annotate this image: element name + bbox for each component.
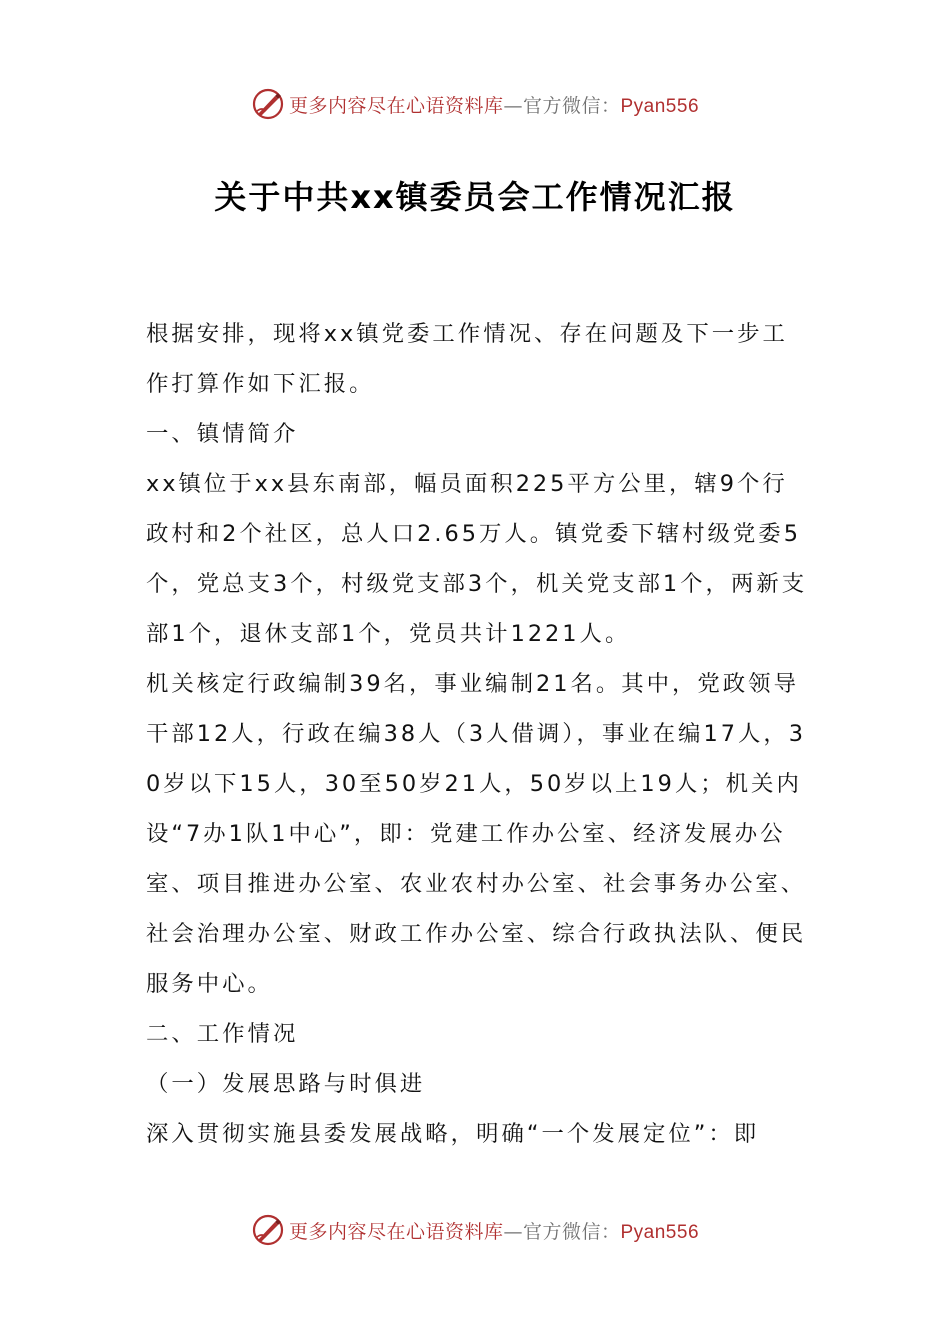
watermark-separator: —	[503, 94, 523, 117]
pen-logo-icon	[251, 87, 285, 121]
paragraph-overview: xx镇位于xx县东南部，幅员面积225平方公里，辖9个行政村和2个社区，总人口2.65万人。镇党委下辖村级党委5个，党总支3个，村级党支部3个，机关党支部1个，两新支部1个，退休支部1个，党员共计1221人。	[146, 471, 808, 647]
watermark-wechat-id: Pyan556	[620, 95, 700, 117]
footer-watermark	[0, 1212, 950, 1248]
watermark-brand: 更多内容尽在心语资料库	[288, 94, 504, 117]
document-body	[146, 309, 808, 1159]
paragraph-intro: 根据安排，现将xx镇党委工作情况、存在问题及下一步工作打算作如下汇报。	[146, 321, 788, 397]
watermark-label: 官方微信：	[522, 94, 621, 117]
subsection-heading-strategy: （一）发展思路与时俱进	[146, 1071, 426, 1097]
header-watermark	[0, 86, 950, 122]
watermark-wechat-id: Pyan556	[620, 1221, 700, 1243]
paragraph-staffing: 机关核定行政编制39名，事业编制21名。其中，党政领导干部12人，行政在编38人（3人借调），事业在编17人，30岁以下15人，30至50岁21人，50岁以上19人；机关内设“7办1队1中心”，即：党建工作办公室、经济发展办公室、项目推进办公室、农业农村办公室、社会事务办公室、社会治理办公室、财政工作办公室、综合行政执法队、便民服务中心。	[146, 671, 807, 997]
pen-logo-icon	[251, 1213, 285, 1247]
paragraph-strategy: 深入贯彻实施县委发展战略，明确“一个发展定位”：即	[146, 1121, 760, 1147]
watermark-text	[289, 91, 699, 118]
section-heading-work: 二、工作情况	[146, 1021, 299, 1047]
watermark-label: 官方微信：	[522, 1220, 621, 1243]
document-title: 关于中共xx镇委员会工作情况汇报	[214, 178, 736, 216]
watermark-brand: 更多内容尽在心语资料库	[288, 1220, 504, 1243]
section-heading-overview: 一、镇情简介	[146, 421, 299, 447]
watermark-separator: —	[503, 1220, 523, 1243]
watermark-text	[289, 1217, 699, 1244]
